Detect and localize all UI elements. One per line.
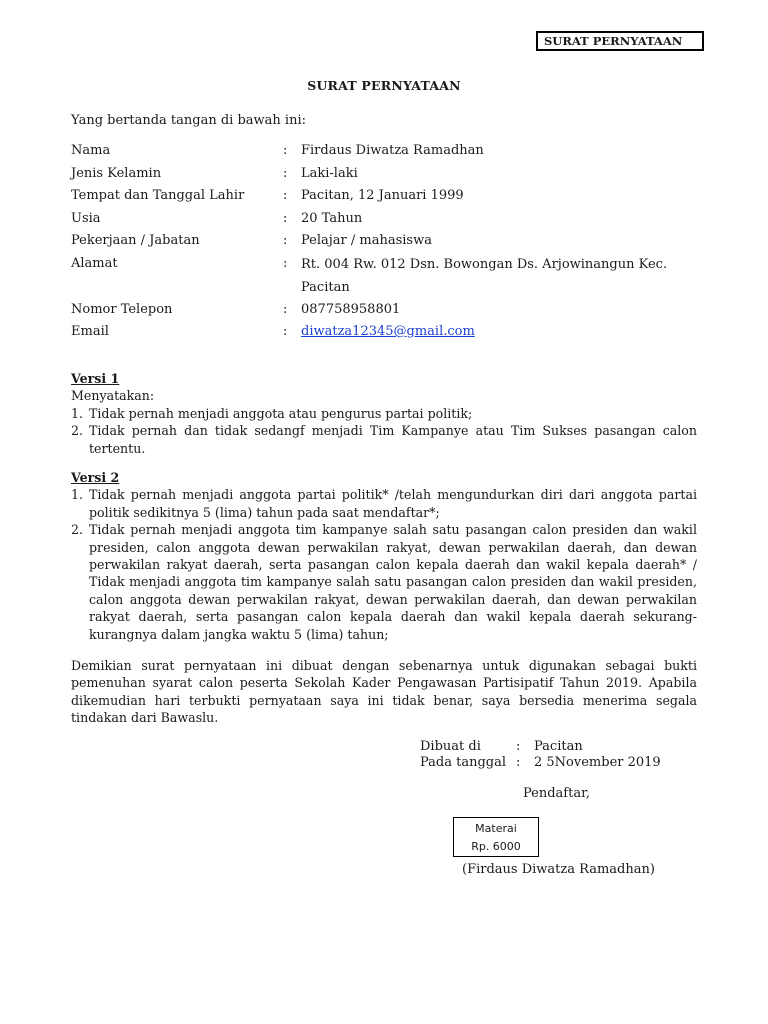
materai-line-2: Rp. 6000 (471, 840, 521, 853)
field-row-pekerjaan (71, 230, 701, 253)
address-line-2: Pacitan (301, 279, 350, 295)
field-value: 087758958801 (301, 301, 401, 317)
made-at-colon: : (516, 739, 521, 754)
list-text: Tidak pernah menjadi anggota partai politik* /telah mengundurkan diri dari anggota partai politik sedikitnya 5 (lima) tahun pada saat mendaftar*; (89, 487, 697, 520)
list-item (71, 486, 697, 521)
list-text: Tidak pernah dan tidak sedangf menjadi Tim Kampanye atau Tim Sukses pasangan calon tertentu. (89, 423, 697, 456)
list-text: Tidak pernah menjadi anggota tim kampanye salah satu pasangan calon presiden dan wakil presiden, calon anggota dewan perwakilan rakyat, dewan perwakilan daerah, dan dewan perwakilan rakyat daerah, serta pasangan calon kepala daerah dan wakil kepala daerah* / Tidak menjadi anggota tim kampanye salah satu pasangan calon presiden dan wakil presiden, calon anggota dewan perwakilan rakyat, dewan perwakilan daerah, dan dewan perwakilan rakyat daerah, serta pasangan calon kepala daerah dan wakil kepala daerah sekurang-kurangnya dalam jangka waktu 5 (lima) tahun; (89, 522, 697, 642)
field-colon: : (283, 255, 288, 271)
field-value-address (301, 253, 701, 299)
field-label: Tempat dan Tanggal Lahir (71, 188, 245, 203)
field-value: Firdaus Diwatza Ramadhan (301, 143, 484, 158)
field-row-alamat (71, 253, 701, 299)
versi2-heading: Versi 2 (71, 470, 120, 485)
field-label: Email (71, 324, 109, 339)
field-colon: : (283, 165, 288, 181)
list-number: 1. (71, 487, 84, 503)
pendaftar-label: Pendaftar, (523, 786, 591, 801)
field-row-jenis-kelamin (71, 163, 701, 186)
date-colon: : (516, 755, 521, 770)
field-row-nama (71, 140, 701, 163)
versi1-section (71, 370, 697, 457)
versi2-list (71, 486, 697, 643)
materai-stamp-box (453, 817, 539, 857)
field-label: Pekerjaan / Jabatan (71, 233, 200, 248)
field-colon: : (283, 210, 288, 226)
field-colon: : (283, 188, 288, 203)
list-number: 2. (71, 522, 84, 538)
header-label-box: SURAT PERNYATAAN (536, 31, 704, 51)
field-row-email (71, 321, 701, 344)
closing-paragraph: Demikian surat pernyataan ini dibuat dengan sebenarnya untuk digunakan sebagai bukti pemenuhan syarat calon peserta Sekolah Kader Pengawasan Partisipatif Tahun 2019. Apabila dikemudian hari terbukti pernyataan saya ini tidak benar, saya bersedia menerima segala tindakan dari Bawaslu. (71, 658, 697, 726)
intro-text: Yang bertanda tangan di bawah ini: (71, 113, 306, 128)
field-row-usia (71, 208, 701, 231)
field-row-ttl (71, 185, 701, 208)
email-link[interactable]: diwatza12345@gmail.com (301, 324, 475, 339)
versi1-lead: Menyatakan: (71, 388, 155, 404)
made-at-label: Dibuat di (420, 739, 481, 754)
field-colon: : (283, 324, 288, 339)
signature-place-date (420, 739, 661, 771)
field-label: Alamat (71, 255, 118, 271)
made-at-value: Pacitan (534, 739, 583, 754)
field-colon: : (283, 301, 288, 317)
made-at-row (420, 739, 661, 755)
list-number: 2. (71, 423, 84, 439)
list-text: Tidak pernah menjadi anggota atau pengurus partai politik; (89, 405, 473, 421)
document-title: SURAT PERNYATAAN (307, 78, 461, 93)
field-label: Usia (71, 210, 101, 226)
list-item (71, 521, 697, 643)
field-row-telepon (71, 299, 701, 322)
address-line-1: Rt. 004 Rw. 012 Dsn. Bowongan Ds. Arjowinangun Kec. (301, 256, 668, 272)
field-value: Laki-laki (301, 165, 358, 181)
list-item (71, 422, 697, 457)
date-value: 2 5November 2019 (534, 755, 661, 770)
field-label: Nama (71, 143, 111, 158)
versi1-list (71, 405, 697, 457)
materai-line-1: Materai (475, 822, 517, 835)
identity-fields (71, 140, 701, 344)
date-row (420, 755, 661, 771)
field-colon: : (283, 143, 288, 158)
versi1-heading: Versi 1 (71, 371, 120, 386)
field-label: Jenis Kelamin (71, 165, 162, 181)
field-value: 20 Tahun (301, 210, 363, 226)
field-value: Pelajar / mahasiswa (301, 233, 432, 248)
signer-name: (Firdaus Diwatza Ramadhan) (462, 862, 655, 877)
field-colon: : (283, 233, 288, 248)
versi2-section (71, 469, 697, 643)
list-number: 1. (71, 405, 84, 421)
list-item (71, 405, 697, 422)
field-value: Pacitan, 12 Januari 1999 (301, 188, 464, 203)
date-label: Pada tanggal (420, 755, 507, 770)
field-label: Nomor Telepon (71, 301, 173, 317)
